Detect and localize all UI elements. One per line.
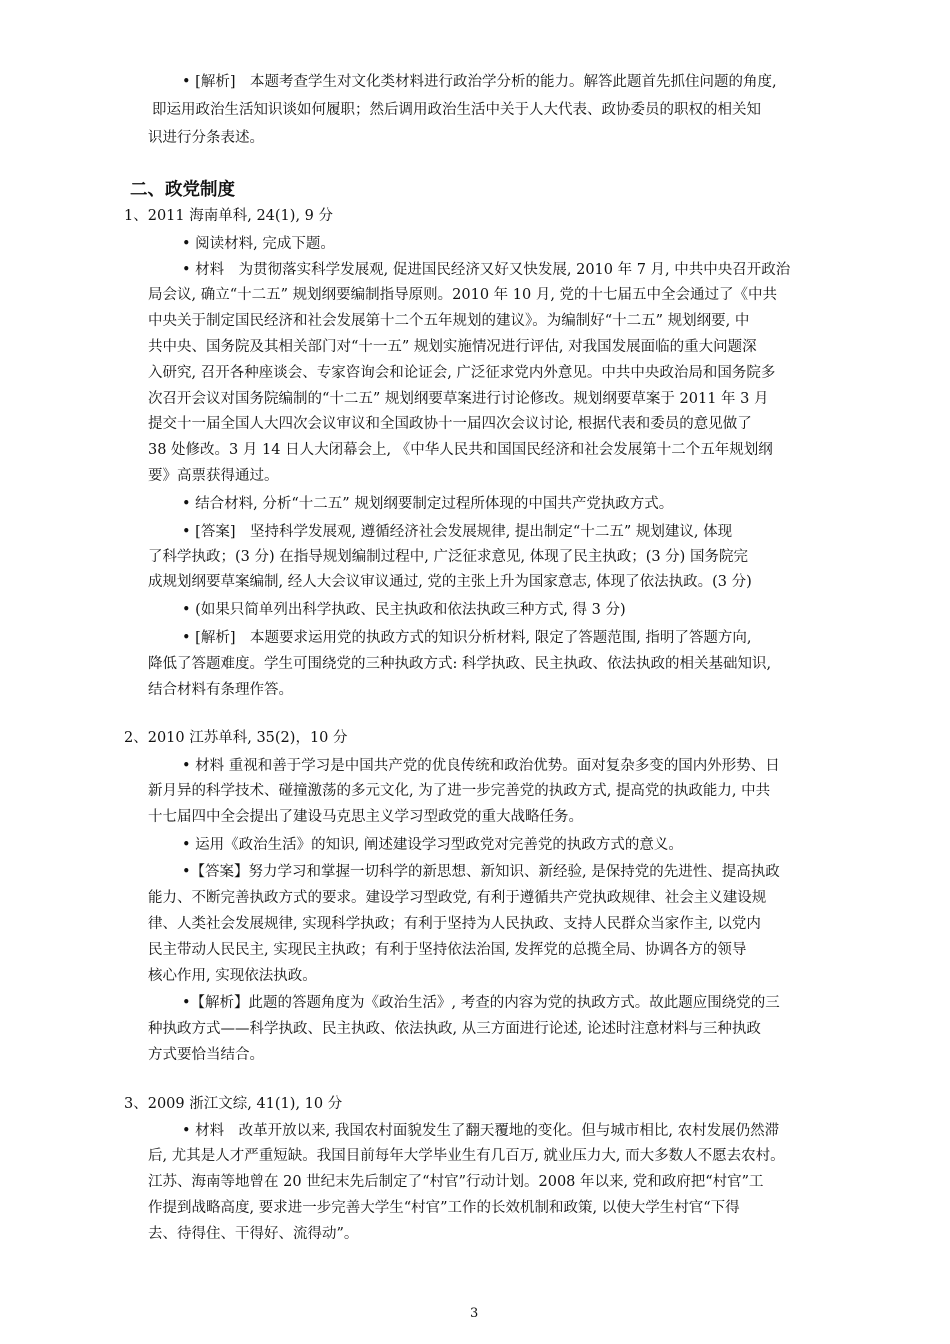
q2-line: 新月异的科学技术、碰撞激荡的多元文化, 为了进一步完善党的执政方式, 提高党的执政能力, 中共 (148, 783, 771, 799)
q1-line: 入研究, 召开各种座谈会、专家咨询会和论证会, 广泛征求党内外意见。中共中央政治局和国务院多 (148, 365, 776, 381)
q2-answer-line: •【答案】努力学习和掌握一切科学的新思想、新知识、新经验, 是保持党的先进性、提高执政 (182, 864, 780, 880)
intro-line: • [解析] 本题考查学生对文化类材料进行政治学分析的能力。解答此题首先抓住问题的角度, (182, 74, 777, 90)
q1-line: 共中央、国务院及其相关部门对“十一五” 规划实施情况进行评估, 对我国发展面临的重大问题深 (148, 339, 757, 355)
q2-answer-line: 律、人类社会发展规律, 实现科学执政；有利于坚持为人民执政、支持人民群众当家作主, 以党内 (148, 916, 761, 932)
q2-analysis-line: 方式要恰当结合。 (148, 1047, 264, 1063)
section-title: 二、政党制度 (130, 180, 235, 200)
q3-line: 作提到战略高度, 要求进一步完善大学生“村官”工作的长效机制和政策, 以使大学生村官“下得 (148, 1200, 740, 1216)
q1-answer-line: • [答案] 坚持科学发展观, 遵循经济社会发展规律, 提出制定“十二五” 规划建议, 体现 (182, 524, 733, 540)
q2-line: • 运用《政治生活》的知识, 阐述建设学习型政党对完善党的执政方式的意义。 (182, 837, 683, 853)
q1-line: 38 处修改。3 月 14 日人大闭幕会上, 《中华人民共和国国民经济和社会发展第十二个五年规划纲 (148, 442, 773, 458)
intro-line: 识进行分条表述。 (148, 130, 264, 146)
q2-analysis-line: 种执政方式——科学执政、民主执政、依法执政, 从三方面进行论述, 论述时注意材料与三种执政 (148, 1021, 761, 1037)
question-header: 1、2011 海南单科, 24(1), 9 分 (124, 208, 333, 224)
intro-line: 即运用政治生活知识谈如何履职；然后调用政治生活中关于人大代表、政协委员的职权的相关知 (152, 102, 761, 118)
q1-line: • 阅读材料, 完成下题。 (182, 236, 335, 252)
q3-line: 去、待得住、干得好、流得动”。 (148, 1226, 359, 1242)
q1-line: • 材料 为贯彻落实科学发展观, 促进国民经济又好又快发展, 2010 年 7 月, 中共中央召开政治 (182, 262, 791, 278)
q2-answer-line: 民主带动人民民主, 实现民主执政；有利于坚持依法治国, 发挥党的总揽全局、协调各方的领导 (148, 942, 747, 958)
q2-line: • 材料 重视和善于学习是中国共产党的优良传统和政治优势。面对复杂多变的国内外形势、日 (182, 758, 780, 774)
q3-line: 江苏、海南等地曾在 20 世纪末先后制定了“村官”行动计划。2008 年以来, 党和政府把“村官”工 (148, 1174, 764, 1190)
q2-answer-line: 能力、不断完善执政方式的要求。建设学习型政党, 有利于遵循共产党执政规律、社会主义建设规 (148, 890, 767, 906)
q1-line: 局会议, 确立“十二五” 规划纲要编制指导原则。2010 年 10 月, 党的十七届五中全会通过了《中共 (148, 287, 778, 303)
page-number: 3 (470, 1306, 479, 1321)
q3-line: • 材料 改革开放以来, 我国农村面貌发生了翻天覆地的变化。但与城市相比, 农村发展仍然滞 (182, 1123, 780, 1139)
q1-answer-line: 成规划纲要草案编制, 经人大会议审议通过, 党的主张上升为国家意志, 体现了依法执政。(3 分) (148, 574, 752, 590)
q1-line: • 结合材料, 分析“十二五” 规划纲要制定过程所体现的中国共产党执政方式。 (182, 496, 674, 512)
q1-answer-line: 了科学执政；(3 分) 在指导规划编制过程中, 广泛征求意见, 体现了民主执政；(3 分) 国务院完 (148, 549, 748, 565)
q1-line: 中央关于制定国民经济和社会发展第十二个五年规划的建议》。为编制好“十二五” 规划纲要, 中 (148, 313, 750, 329)
question-header: 3、2009 浙江文综, 41(1), 10 分 (124, 1096, 343, 1112)
question-header: 2、2010 江苏单科, 35(2)，10 分 (124, 730, 348, 746)
q1-analysis-line: • [解析] 本题要求运用党的执政方式的知识分析材料, 限定了答题范围, 指明了答题方向, (182, 630, 752, 646)
q2-answer-line: 核心作用, 实现依法执政。 (148, 968, 317, 984)
q1-line: 次召开会议对国务院编制的“十二五” 规划纲要草案进行讨论修改。规划纲要草案于 2011 年 3 月 (148, 391, 769, 407)
q1-analysis-line: 降低了答题难度。学生可围绕党的三种执政方式: 科学执政、民主执政、依法执政的相关基础知识, (148, 656, 772, 672)
q1-note-line: • (如果只简单列出科学执政、民主执政和依法执政三种方式, 得 3 分) (182, 602, 626, 618)
q1-analysis-line: 结合材料有条理作答。 (148, 682, 293, 698)
q1-line: 要》高票获得通过。 (148, 468, 279, 484)
q2-line: 十七届四中全会提出了建设马克思主义学习型政党的重大战略任务。 (148, 809, 583, 825)
q1-line: 提交十一届全国人大四次会议审议和全国政协十一届四次会议讨论, 根据代表和委员的意见做了 (148, 416, 752, 432)
q3-line: 后, 尤其是人才严重短缺。我国目前每年大学毕业生有几百万, 就业压力大, 而大多数人不愿去农村。 (148, 1148, 785, 1164)
q2-analysis-line: •【解析】此题的答题角度为《政治生活》, 考查的内容为党的执政方式。故此题应围绕党的三 (182, 995, 780, 1011)
